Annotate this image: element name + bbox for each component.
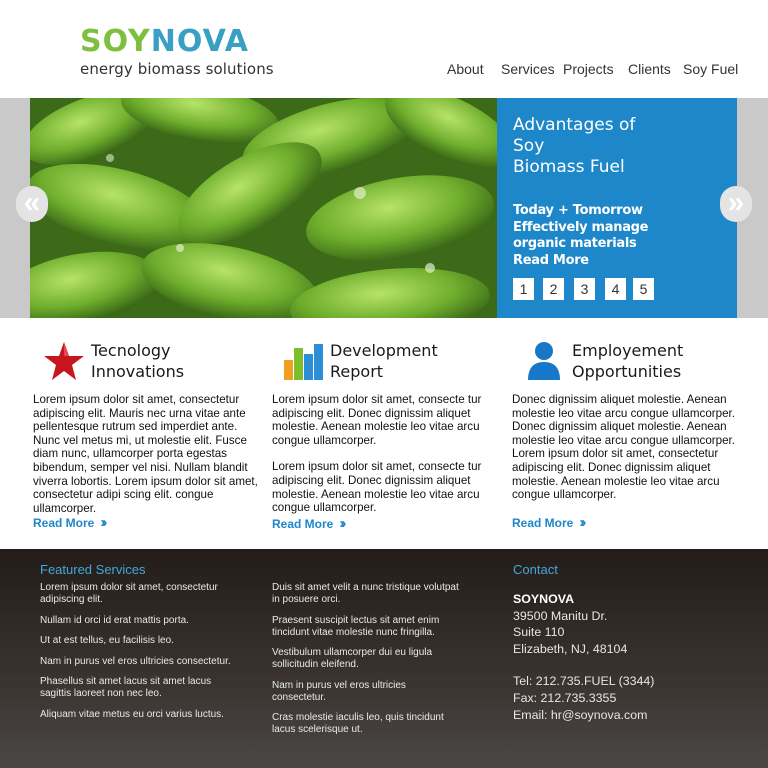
nav-about[interactable]: About [447, 61, 484, 77]
person-icon [526, 340, 562, 387]
service-item[interactable]: Nullam id orci id erat mattis porta. [40, 614, 189, 626]
nav-projects[interactable]: Projects [563, 61, 614, 77]
service-item[interactable]: Duis sit amet velit a nunc tristique volutpat in posuere orci. [272, 582, 459, 605]
footer [0, 549, 768, 768]
service-item[interactable]: Vestibulum ullamcorper dui eu ligula sollicitudin eleifend. [272, 647, 433, 670]
logo-soy: SOY [80, 24, 151, 59]
star-icon [43, 340, 85, 387]
contact-address-line: 39500 Manitu Dr. [513, 608, 608, 623]
slide-page-1[interactable]: 1 [513, 278, 534, 300]
nav-clients[interactable]: Clients [628, 61, 671, 77]
double-chevron-icon: ›› [579, 514, 584, 531]
main-nav [0, 61, 768, 79]
feature-title-line: Tecnology [91, 341, 171, 360]
read-more-link[interactable] [512, 514, 583, 531]
contact-spacer [513, 657, 654, 673]
service-item[interactable]: Ut at est tellus, eu facilisis leo. [40, 635, 174, 646]
soybean-pods-image [30, 98, 497, 318]
feature-paragraph: Donec dignissim aliquet molestie. Aenean molestie leo vitae arcu congue ullamcorper. Donec dignissim aliquet molestie. Aenean molestie leo vitae arcu congue ullamcorper. Lorem ipsum dolor sit amet, consectetur adipiscing elit. Donec dignissim aliquet molestie. Aenean molestie leo vitae arcu congue ullamcorper. [512, 393, 735, 502]
feature-title-line: Report [330, 362, 384, 381]
contact-address-line: Elizabeth, NJ, 48104 [513, 641, 628, 656]
feature-title [91, 340, 184, 382]
nav-soy-fuel[interactable]: Soy Fuel [683, 61, 739, 77]
feature-paragraph: Lorem ipsum dolor sit amet, consecte tur adipiscing elit. Donec dignissim aliquet molestie. Aenean molestie leo vitae arcu congue ullamcorper. [272, 460, 482, 515]
contact-email[interactable]: Email: hr@soynova.com [513, 707, 648, 722]
hero-panel [497, 98, 737, 318]
feature-title [330, 340, 438, 382]
service-item[interactable]: Nam in purus vel eros ultricies consectetur. [40, 655, 231, 667]
read-more-link[interactable] [272, 515, 343, 532]
service-item[interactable]: Phasellus sit amet lacus sit amet lacus sagittis laoreet non nec leo. [40, 676, 212, 699]
featured-services-col-2 [272, 582, 462, 745]
service-item[interactable]: Aliquam vitae metus eu orci varius luctus. [40, 708, 224, 720]
service-item[interactable]: Praesent suscipit lectus sit amet enim tincidunt vitae molestie nunc fringilla. [272, 614, 440, 638]
logo-nova: NOVA [150, 24, 249, 59]
tagline: energy biomass solutions [80, 60, 274, 78]
slide-page-4[interactable]: 4 [605, 278, 626, 300]
hero-title-line: Advantages of [513, 115, 636, 135]
slide-page-3[interactable]: 3 [574, 278, 595, 300]
featured-services-col-1 [40, 582, 235, 729]
feature-body [512, 393, 744, 502]
contact-info [513, 591, 654, 723]
feature-title-line: Development [330, 341, 438, 360]
service-item[interactable]: Nam in purus vel eros ultricies consectetur. [272, 679, 406, 703]
service-item[interactable]: Lorem ipsum dolor sit amet, consectetur adipiscing elit. [40, 582, 218, 605]
feature-title-line: Innovations [91, 362, 185, 381]
service-item[interactable]: Cras molestie iaculis leo, quis tincidunt lacus scelerisque ut. [272, 712, 444, 735]
hero-text-line: Today + Tomorrow [513, 203, 643, 218]
feature-title-line: Employement [572, 341, 684, 360]
read-more-label: Read More [512, 516, 574, 530]
hero-text [513, 203, 648, 269]
hero-image [30, 98, 497, 318]
hero-read-more-link[interactable]: Read More [513, 252, 589, 268]
bar-chart-icon [282, 340, 324, 387]
contact-heading: Contact [513, 562, 558, 577]
hero-title-line: Biomass Fuel [513, 157, 625, 177]
read-more-link[interactable] [33, 514, 104, 531]
contact-company: SOYNOVA [513, 592, 575, 606]
read-more-label: Read More [272, 517, 334, 531]
nav-services[interactable]: Services [501, 61, 555, 77]
feature-title-line: Opportunities [572, 362, 682, 381]
feature-title [572, 340, 683, 382]
double-chevron-icon: ›› [100, 514, 105, 531]
hero-text-line: organic materials [513, 236, 637, 251]
logo-wordmark [80, 26, 274, 58]
feature-body [33, 393, 263, 515]
slide-page-5[interactable]: 5 [633, 278, 654, 300]
feature-body [272, 393, 502, 515]
contact-phone: Tel: 212.735.FUEL (3344) [513, 674, 655, 689]
double-chevron-icon: ›› [339, 515, 344, 532]
prev-slide-arrow-icon[interactable]: « [16, 186, 48, 222]
featured-services-heading: Featured Services [40, 562, 146, 577]
feature-paragraph: Lorem ipsum dolor sit amet, consecte tur adipiscing elit. Donec dignissim aliquet molestie. Aenean molestie leo vitae arcu congue ullamcorper. [272, 393, 482, 447]
contact-fax: Fax: 212.735.3355 [513, 690, 617, 705]
contact-address-line: Suite 110 [513, 625, 565, 640]
hero-title-line: Soy [513, 136, 545, 156]
hero-title [513, 115, 635, 178]
hero-text-line: Effectively manage [513, 219, 649, 235]
read-more-label: Read More [33, 516, 95, 530]
next-slide-arrow-icon[interactable]: » [720, 186, 752, 222]
slide-page-2[interactable]: 2 [543, 278, 564, 300]
feature-paragraph: Lorem ipsum dolor sit amet, consectetur adipiscing elit. Mauris nec urna vitae ante pellentesque rutrum sed imperdiet ante. Nunc vel metus mi, ut molestie elit. Fusce diam nunc, ullamcorper porta egestas bibendum, semper vel nisi. Nullam blandit viverra lobortis. Lorem ipsum dolor sit amet, consectetur adipi scing elit. congue ullamcorper. [33, 393, 258, 515]
